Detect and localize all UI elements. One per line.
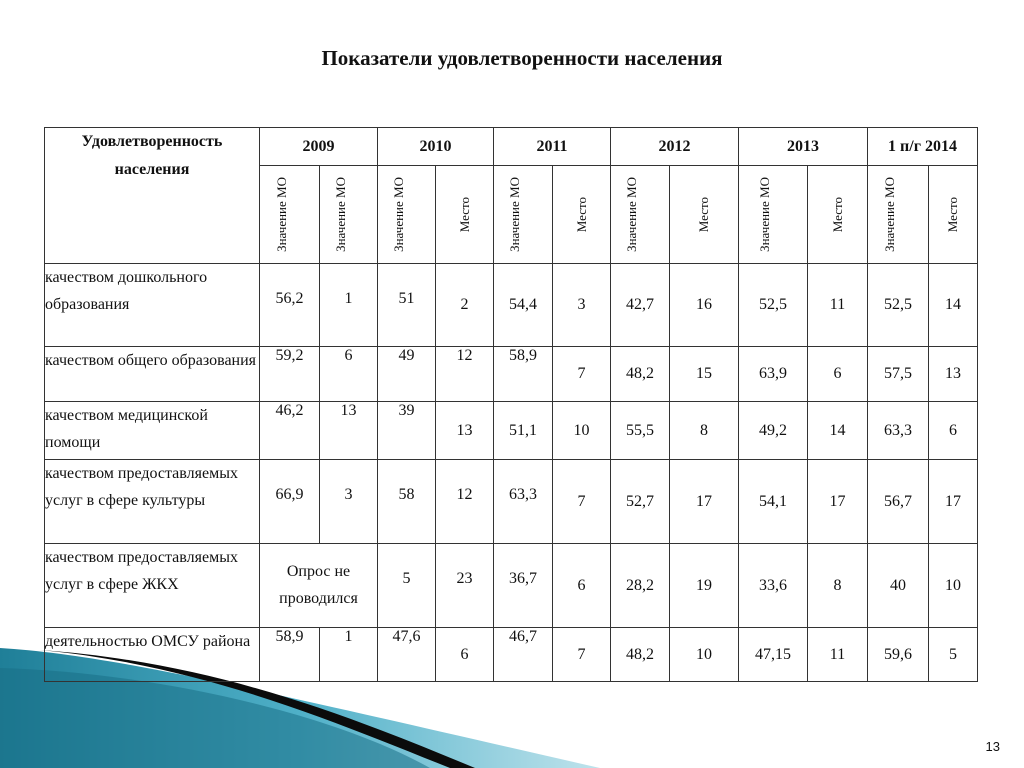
subheader: Значение МО: [739, 166, 808, 264]
cell: 1: [320, 264, 378, 347]
cell: 10: [929, 544, 978, 628]
subheader: Место: [670, 166, 739, 264]
cell: 51,1: [494, 402, 553, 460]
page-title: Показатели удовлетворенности населения: [321, 46, 723, 70]
subheader: Значение МО: [494, 166, 553, 264]
cell: 7: [553, 628, 611, 682]
cell: 33,6: [739, 544, 808, 628]
cell: 15: [670, 347, 739, 402]
year-header: 2011: [494, 128, 611, 166]
year-header: 1 п/г 2014: [868, 128, 978, 166]
page-number: 13: [985, 739, 1000, 754]
cell: 55,5: [611, 402, 670, 460]
cell: 3: [320, 460, 378, 544]
cell: 63,3: [494, 460, 553, 544]
cell: 7: [553, 347, 611, 402]
subheader: Значение МО: [378, 166, 436, 264]
cell: 2: [436, 264, 494, 347]
table-row: [45, 347, 978, 402]
cell: 58,9: [494, 347, 553, 402]
table-row: [45, 264, 978, 347]
cell: 47,6: [378, 628, 436, 682]
cell: 11: [808, 628, 868, 682]
cell: 6: [553, 544, 611, 628]
cell: 13: [929, 347, 978, 402]
cell: 57,5: [868, 347, 929, 402]
cell: 8: [670, 402, 739, 460]
cell: 17: [808, 460, 868, 544]
cell: 40: [868, 544, 929, 628]
cell: 66,9: [260, 460, 320, 544]
cell: 17: [929, 460, 978, 544]
cell: 23: [436, 544, 494, 628]
cell: 6: [320, 347, 378, 402]
year-header: 2010: [378, 128, 494, 166]
cell: 36,7: [494, 544, 553, 628]
table-row: [45, 460, 978, 544]
subheader: Место: [808, 166, 868, 264]
cell: 46,2: [260, 402, 320, 460]
cell: 10: [553, 402, 611, 460]
row-label: качеством предоставляемых услуг в сфере культуры: [45, 460, 260, 544]
cell: 59,6: [868, 628, 929, 682]
cell: 19: [670, 544, 739, 628]
cell: 17: [670, 460, 739, 544]
cell: 12: [436, 460, 494, 544]
cell: 56,7: [868, 460, 929, 544]
cell: 13: [320, 402, 378, 460]
cell: 10: [670, 628, 739, 682]
subheader: Значение МО: [320, 166, 378, 264]
cell: 52,7: [611, 460, 670, 544]
cell: 46,7: [494, 628, 553, 682]
cell: 59,2: [260, 347, 320, 402]
cell: 12: [436, 347, 494, 402]
cell: 6: [436, 628, 494, 682]
cell: 6: [929, 402, 978, 460]
cell: 14: [929, 264, 978, 347]
merged-cell-no-survey: Опрос не проводился: [260, 544, 378, 628]
satisfaction-table: [44, 127, 978, 682]
cell: 63,3: [868, 402, 929, 460]
cell: 48,2: [611, 628, 670, 682]
cell: 54,4: [494, 264, 553, 347]
row-label: качеством предоставляемых услуг в сфере ЖКХ: [45, 544, 260, 628]
cell: 3: [553, 264, 611, 347]
corner-header: Удовлетворенность населения: [45, 128, 260, 264]
cell: 58: [378, 460, 436, 544]
cell: 51: [378, 264, 436, 347]
cell: 42,7: [611, 264, 670, 347]
cell: 52,5: [868, 264, 929, 347]
subheader: Значение МО: [260, 166, 320, 264]
table-row: [45, 544, 978, 628]
cell: 5: [378, 544, 436, 628]
year-header: 2012: [611, 128, 739, 166]
cell: 58,9: [260, 628, 320, 682]
cell: 1: [320, 628, 378, 682]
cell: 13: [436, 402, 494, 460]
cell: 5: [929, 628, 978, 682]
row-label: качеством медицинской помощи: [45, 402, 260, 460]
cell: 49,2: [739, 402, 808, 460]
year-header: 2009: [260, 128, 378, 166]
cell: 63,9: [739, 347, 808, 402]
subheader: Место: [436, 166, 494, 264]
cell: 14: [808, 402, 868, 460]
table-row: [45, 402, 978, 460]
year-header: 2013: [739, 128, 868, 166]
subheader: Место: [553, 166, 611, 264]
cell: 7: [553, 460, 611, 544]
row-label: качеством общего образования: [45, 347, 260, 402]
subheader: Значение МО: [611, 166, 670, 264]
cell: 11: [808, 264, 868, 347]
row-label: деятельностью ОМСУ района: [45, 628, 260, 682]
cell: 6: [808, 347, 868, 402]
subheader: Значение МО: [868, 166, 929, 264]
row-label: качеством дошкольного образования: [45, 264, 260, 347]
subheader: Место: [929, 166, 978, 264]
cell: 8: [808, 544, 868, 628]
cell: 54,1: [739, 460, 808, 544]
cell: 28,2: [611, 544, 670, 628]
cell: 47,15: [739, 628, 808, 682]
cell: 56,2: [260, 264, 320, 347]
cell: 49: [378, 347, 436, 402]
cell: 16: [670, 264, 739, 347]
cell: 48,2: [611, 347, 670, 402]
table-row: [45, 628, 978, 682]
cell: 52,5: [739, 264, 808, 347]
cell: 39: [378, 402, 436, 460]
